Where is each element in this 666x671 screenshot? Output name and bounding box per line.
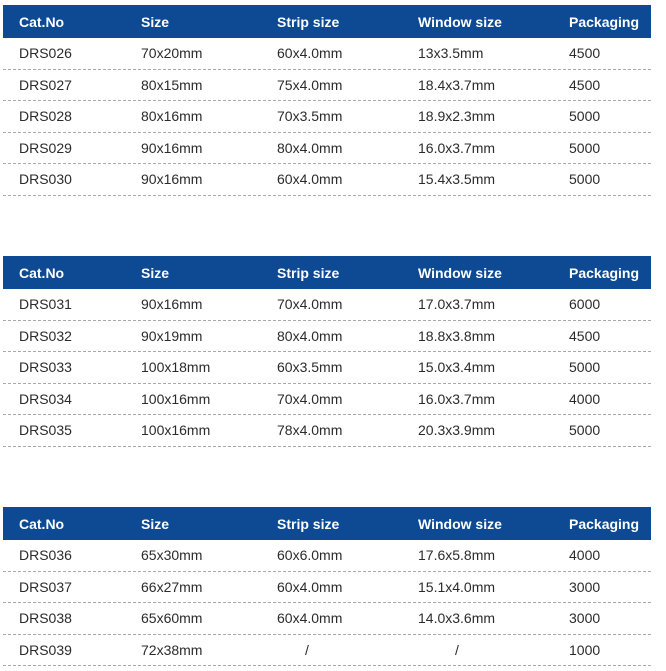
cell-size: 100x18mm bbox=[141, 359, 211, 376]
cell-size: 90x16mm bbox=[141, 171, 203, 188]
cell-window-size: 14.0x3.6mm bbox=[418, 610, 496, 627]
cell-window-size: 13x3.5mm bbox=[418, 45, 484, 62]
cell-size: 80x15mm bbox=[141, 76, 203, 93]
cell-cat-no: DRS032 bbox=[19, 327, 72, 344]
cell-cat-no: DRS026 bbox=[19, 45, 72, 62]
cell-strip-size: 70x4.0mm bbox=[277, 296, 343, 313]
cell-window-size: 16.0x3.7mm bbox=[418, 390, 496, 407]
cell-strip-size: 80x4.0mm bbox=[277, 139, 343, 156]
table-row bbox=[3, 384, 651, 416]
table-row bbox=[3, 164, 651, 196]
table-row bbox=[3, 352, 651, 384]
cell-strip-size: 60x4.0mm bbox=[277, 610, 343, 627]
header-strip-size: Strip size bbox=[277, 13, 340, 30]
table-header bbox=[3, 256, 651, 289]
header-packaging: Packaging bbox=[569, 13, 640, 30]
header-strip-size: Strip size bbox=[277, 264, 340, 281]
product-table-3 bbox=[3, 507, 651, 666]
cell-cat-no: DRS030 bbox=[19, 171, 72, 188]
cell-size: 70x20mm bbox=[141, 45, 203, 62]
product-table-2 bbox=[3, 256, 651, 447]
table-row bbox=[3, 572, 651, 604]
cell-cat-no: DRS037 bbox=[19, 578, 72, 595]
table-row bbox=[3, 101, 651, 133]
cell-strip-size: 60x4.0mm bbox=[277, 45, 343, 62]
table-row bbox=[3, 289, 651, 321]
cell-packaging: 5000 bbox=[569, 139, 601, 156]
cell-window-size: 17.0x3.7mm bbox=[418, 296, 496, 313]
header-size: Size bbox=[141, 13, 170, 30]
cell-size: 65x30mm bbox=[141, 547, 203, 564]
header-size: Size bbox=[141, 515, 170, 532]
cell-cat-no: DRS035 bbox=[19, 422, 72, 439]
cell-window-size: 18.4x3.7mm bbox=[418, 76, 496, 93]
cell-size: 65x60mm bbox=[141, 610, 203, 627]
table-header bbox=[3, 507, 651, 540]
cell-packaging: 5000 bbox=[569, 108, 601, 125]
cell-strip-size: 80x4.0mm bbox=[277, 327, 343, 344]
header-strip-size: Strip size bbox=[277, 515, 340, 532]
cell-packaging: 6000 bbox=[569, 296, 601, 313]
cell-packaging: 4000 bbox=[569, 390, 601, 407]
cell-strip-size: 60x6.0mm bbox=[277, 547, 343, 564]
table-header bbox=[3, 5, 651, 38]
cell-size: 66x27mm bbox=[141, 578, 203, 595]
cell-cat-no: DRS034 bbox=[19, 390, 72, 407]
cell-strip-size: 78x4.0mm bbox=[277, 422, 343, 439]
cell-cat-no: DRS039 bbox=[19, 641, 72, 658]
header-window-size: Window size bbox=[418, 264, 502, 281]
cell-window-size: / bbox=[455, 641, 459, 658]
cell-strip-size: 70x4.0mm bbox=[277, 390, 343, 407]
cell-window-size: 15.1x4.0mm bbox=[418, 578, 496, 595]
cell-window-size: 15.4x3.5mm bbox=[418, 171, 496, 188]
cell-window-size: 18.8x3.8mm bbox=[418, 327, 496, 344]
cell-window-size: 18.9x2.3mm bbox=[418, 108, 496, 125]
header-cat-no: Cat.No bbox=[19, 264, 65, 281]
header-cat-no: Cat.No bbox=[19, 515, 65, 532]
cell-strip-size: 60x4.0mm bbox=[277, 171, 343, 188]
header-packaging: Packaging bbox=[569, 515, 640, 532]
cell-cat-no: DRS033 bbox=[19, 359, 72, 376]
cell-size: 72x38mm bbox=[141, 641, 203, 658]
cell-packaging: 5000 bbox=[569, 171, 601, 188]
table-row bbox=[3, 603, 651, 635]
cell-size: 100x16mm bbox=[141, 390, 211, 407]
cell-size: 80x16mm bbox=[141, 108, 203, 125]
cell-packaging: 5000 bbox=[569, 359, 601, 376]
cell-packaging: 4500 bbox=[569, 327, 601, 344]
table-row bbox=[3, 38, 651, 70]
cell-window-size: 16.0x3.7mm bbox=[418, 139, 496, 156]
table-row bbox=[3, 635, 651, 667]
cell-packaging: 4500 bbox=[569, 76, 601, 93]
cell-packaging: 3000 bbox=[569, 610, 601, 627]
cell-packaging: 1000 bbox=[569, 641, 601, 658]
cell-cat-no: DRS027 bbox=[19, 76, 72, 93]
header-cat-no: Cat.No bbox=[19, 13, 65, 30]
header-window-size: Window size bbox=[418, 13, 502, 30]
cell-size: 90x16mm bbox=[141, 139, 203, 156]
table-row bbox=[3, 540, 651, 572]
cell-packaging: 4500 bbox=[569, 45, 601, 62]
cell-cat-no: DRS036 bbox=[19, 547, 72, 564]
cell-strip-size: 60x3.5mm bbox=[277, 359, 343, 376]
cell-strip-size: / bbox=[305, 641, 309, 658]
cell-cat-no: DRS028 bbox=[19, 108, 72, 125]
cell-strip-size: 70x3.5mm bbox=[277, 108, 343, 125]
cell-strip-size: 75x4.0mm bbox=[277, 76, 343, 93]
cell-cat-no: DRS029 bbox=[19, 139, 72, 156]
cell-window-size: 15.0x3.4mm bbox=[418, 359, 496, 376]
cell-size: 90x19mm bbox=[141, 327, 203, 344]
cell-window-size: 17.6x5.8mm bbox=[418, 547, 496, 564]
table-row bbox=[3, 321, 651, 353]
header-size: Size bbox=[141, 264, 170, 281]
table-row bbox=[3, 70, 651, 102]
cell-strip-size: 60x4.0mm bbox=[277, 578, 343, 595]
table-row bbox=[3, 415, 651, 447]
table-row bbox=[3, 133, 651, 165]
cell-size: 100x16mm bbox=[141, 422, 211, 439]
header-window-size: Window size bbox=[418, 515, 502, 532]
header-packaging: Packaging bbox=[569, 264, 640, 281]
cell-window-size: 20.3x3.9mm bbox=[418, 422, 496, 439]
cell-packaging: 5000 bbox=[569, 422, 601, 439]
cell-packaging: 4000 bbox=[569, 547, 601, 564]
cell-packaging: 3000 bbox=[569, 578, 601, 595]
cell-cat-no: DRS031 bbox=[19, 296, 72, 313]
product-table-1 bbox=[3, 5, 651, 196]
cell-cat-no: DRS038 bbox=[19, 610, 72, 627]
cell-size: 90x16mm bbox=[141, 296, 203, 313]
